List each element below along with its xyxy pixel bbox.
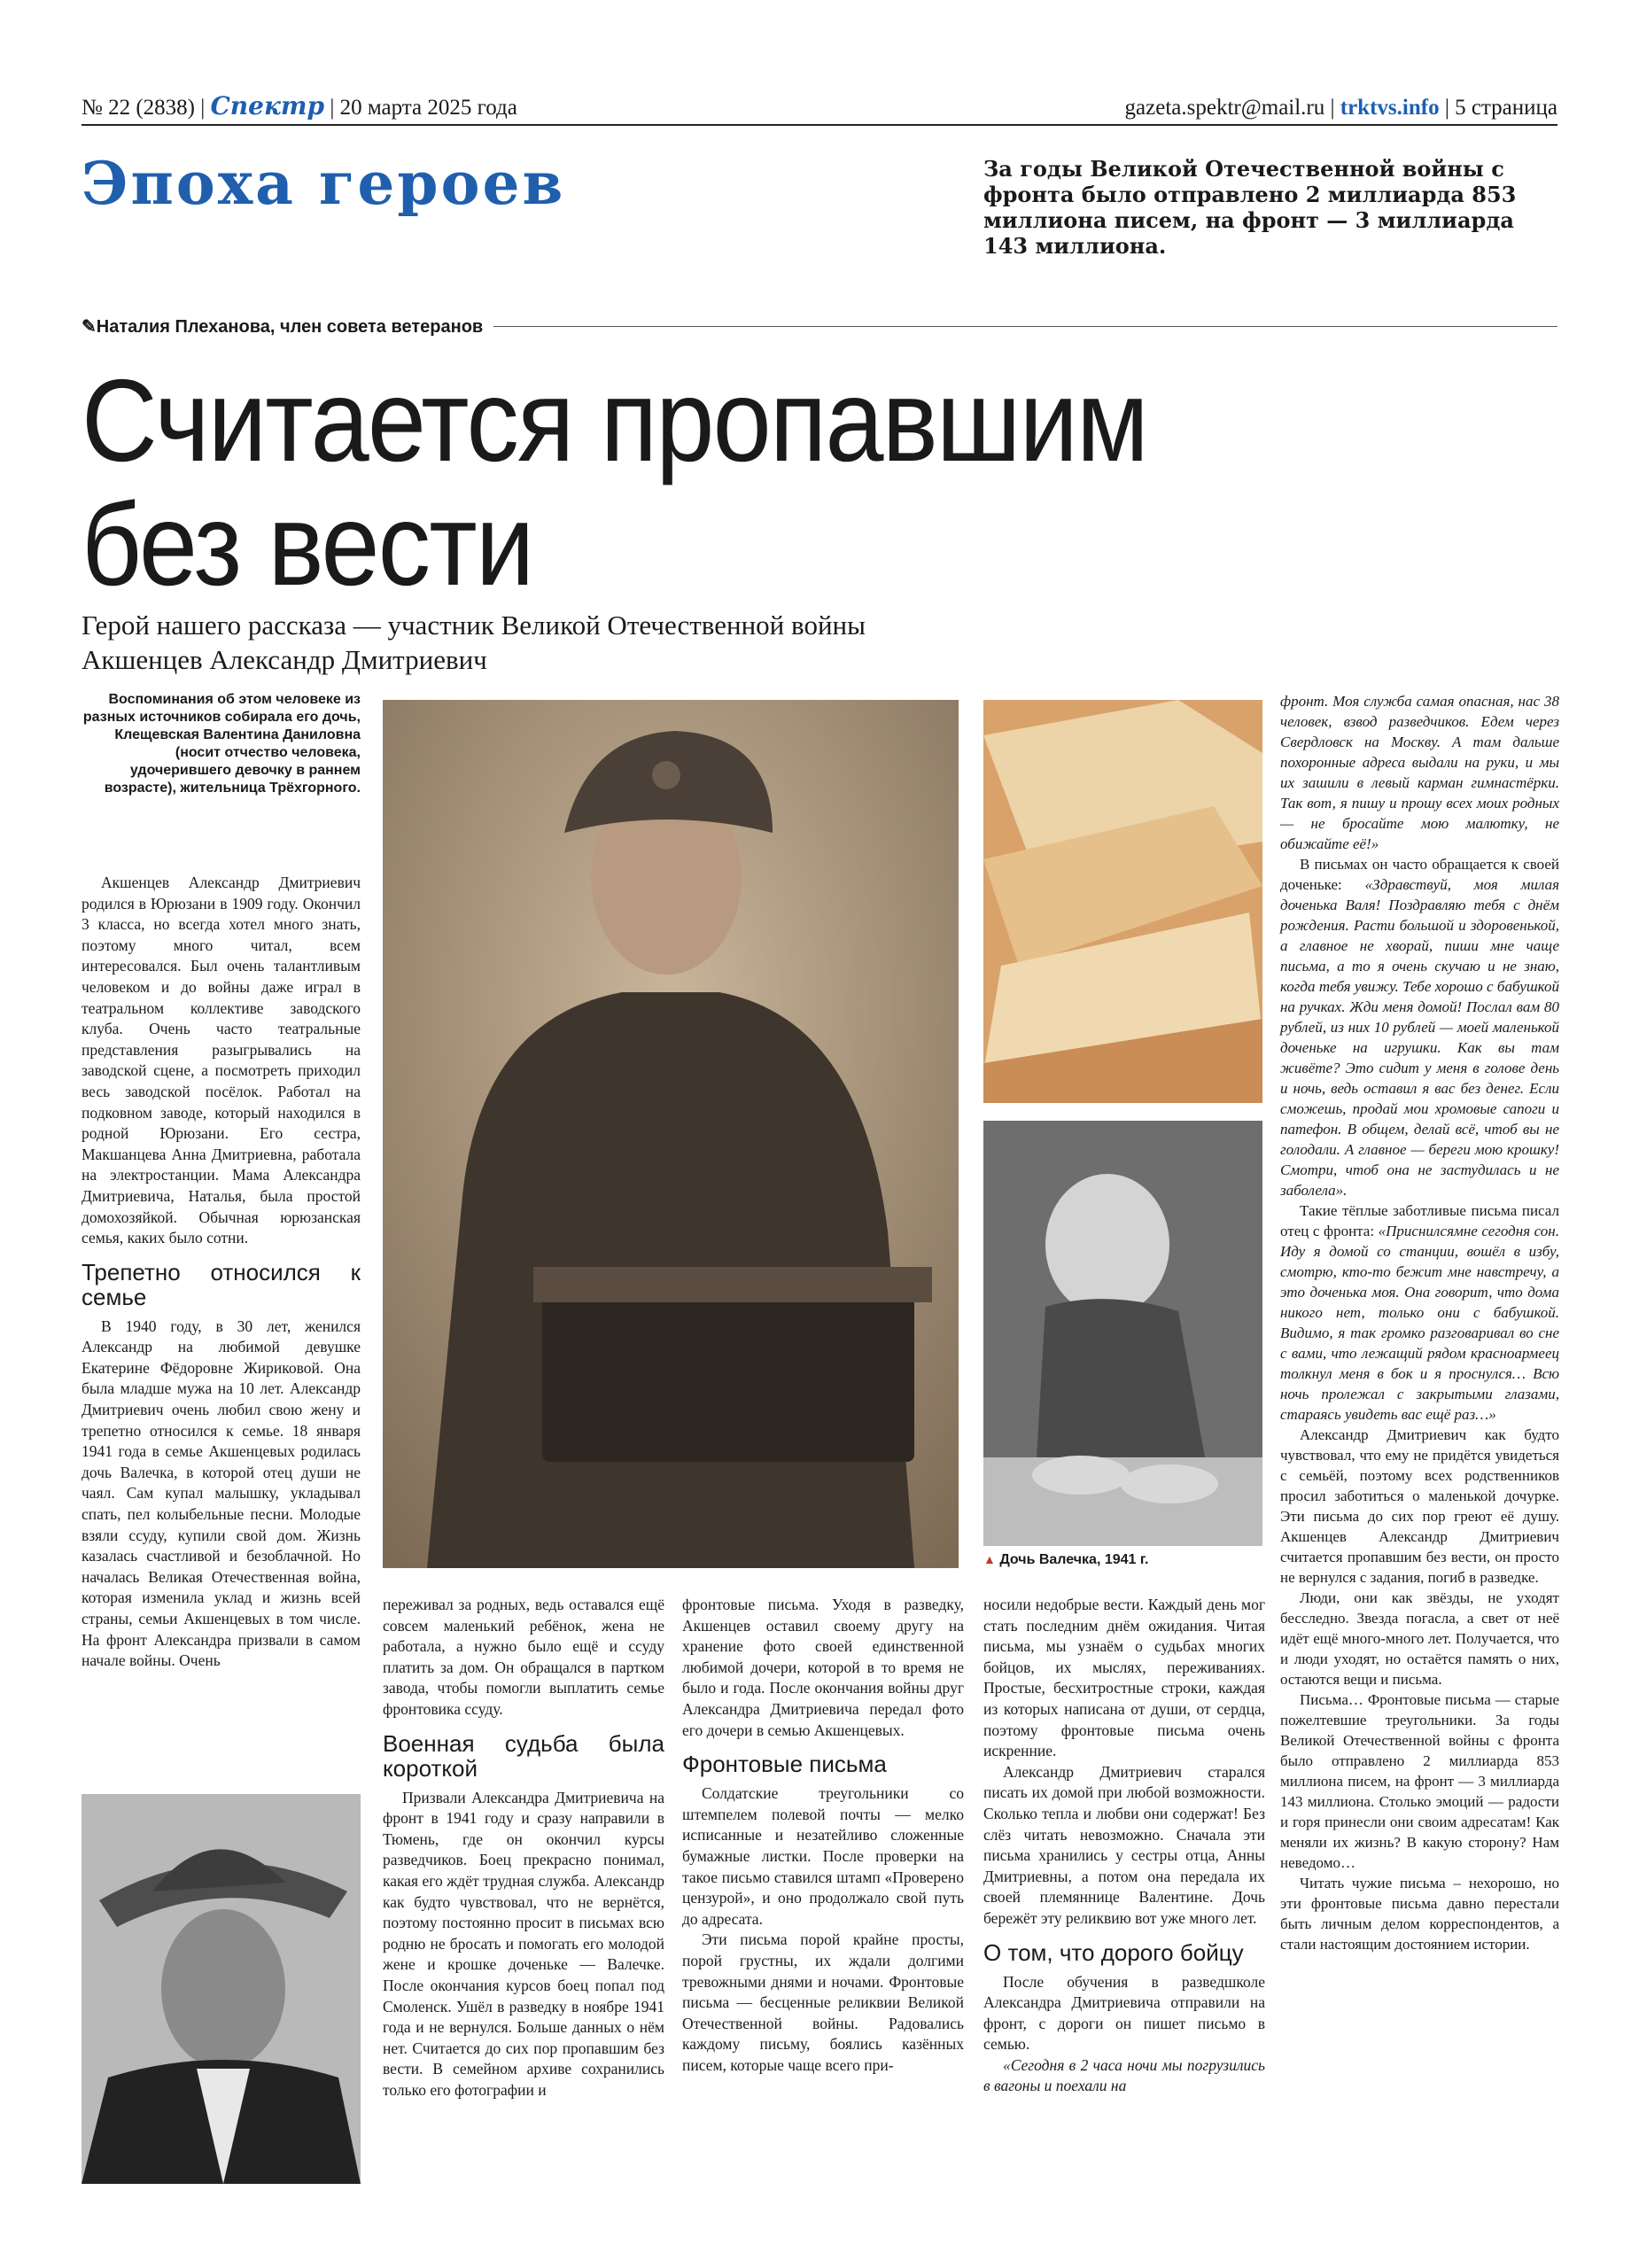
baby-image: [983, 1121, 1262, 1546]
issue-date: | 20 марта 2025 года: [330, 96, 517, 120]
hat-portrait-photo: [82, 1794, 361, 2184]
paragraph: Люди, они как звёзды, не уходят бесследно. Звезда погасла, а свет от неё идёт ещё много-много лет. Получается, что и люди уходят, но остаётся память о них, остаются вещи и письма.: [1280, 1589, 1559, 1688]
soldier-portrait-photo: [383, 700, 959, 1568]
column-1: [82, 873, 361, 1672]
letters-image: [983, 700, 1262, 1103]
paragraph: [1280, 1200, 1559, 1425]
lead-paragraph: Воспоминания об этом человеке из разных источников собирала его дочь, Клещевская Валентина Даниловна (носит отчество человека, удочерившего девочку в раннем возрасте), жительница Трёхгорного.: [82, 692, 361, 796]
subheading: Военная судьба была короткой: [383, 1729, 664, 1782]
column-3: [682, 1595, 964, 2076]
paragraph: Призвали Александра Дмитриевича на фронт в 1941 году и сразу направили в Тюмень, где он окончил курсы разведчиков. Боец прекрасно понимал, какая его ждёт трудная служба. Александр как будто чувствовал, что не вернётся, поэтому постоянно просит в письмах всю родню не бросать и помогать его молодой жене и крошке доченьке — Валечке. После окончания курсов боец попал под Смоленск. Ушёл в разведку в ноябре 1941 года и не вернулся. Больше данных о нём нет. Считается до сих пор пропавшим без вести. В семейном архиве сохранились только его фотографии и: [383, 1788, 664, 2099]
paragraph: переживал за родных, ведь оставался ещё совсем маленький ребёнок, жена не работала, а нужно было ещё и ссуду платить за дом. Он обращался в партком завода, чтобы помогли выплатить семье фронтовика ссуду.: [383, 1596, 664, 1718]
newspaper-logo: Спектр: [210, 91, 325, 120]
paragraph: Акшенцев Александр Дмитриевич родился в Юрюзани в 1909 году. Окончил 3 класса, но всегда хотел много знать, поэтому много читал, всем интересовался. Был очень талантливым человеком и до войны даже играл в театральном коллективе заводского клуба. Очень часто театральные представления разыгрывались на заводской сцене, а посмотреть приходил весь заводской посёлок. Работал на подковном заводе, который находился в родной Юрюзани. Его сестра, Макшанцева Анна Дмитриевна, работала на электростанции. Мама Александра Дмитриевича, Наталья, была простой домохозяйкой. Обычная юрюзанская семья, каких было сотни.: [82, 874, 361, 1247]
article-title: [82, 355, 1278, 610]
baby-photo: [983, 1121, 1262, 1546]
email[interactable]: gazeta.spektr@mail.ru |: [1124, 96, 1335, 120]
subheading: Трепетно относился к семье: [82, 1258, 361, 1310]
caption-triangle-icon: ▲: [983, 1552, 996, 1566]
paragraph: В 1940 году, в 30 лет, женился Александр на любимой девушке Екатерине Фёдоровне Жириковой. Она была младше мужа на 10 лет. Александр Дмитриевич очень любил свою жену и трепетно относился к семье. 18 января 1941 года в семье Акшенцевых родилась дочь Валечка, в которой отец души не чаял. Сам купал малышку, укладывал спать, пел колыбельные песни. Молодые взяли ссуду, купили свой дом. Жизнь казалась счастливой и безоблачной. Но началась Великая Отечественная война, которая изменила уклад и жизнь всей страны, семьи Акшенцевых в том числе. На фронт Александра призвали в самом начале войны. Очень: [82, 1317, 361, 1670]
paragraph: [1280, 854, 1559, 1200]
subtitle-line-1: Герой нашего рассказа — участник Великой Отечественной войны: [82, 610, 866, 641]
header-right: [1125, 96, 1557, 120]
title-line-2: без вести: [82, 479, 533, 610]
text-run: «Приснилсямне сегодня сон. Иду я домой со станции, вошёл в избу, смотрю, кто-то бежит мне навстречу, а это доченька моя. Она говорит, что дома никого нет, только они с бабушкой. Видимо, я так громко разговаривал во сне с вами, что лежащий рядом красноармеец толкнул меня в бок и я проснулся… Всю ночь пролежал с закрытыми глазами, стараясь увидеть вас ещё раз…»: [1280, 1223, 1559, 1423]
paragraph: Эти письма порой крайне просты, порой грустны, их ждали долгими тревожными днями и ночами. Фронтовые письма — бесценные реликвии Великой Отечественной войны. Радовались каждому письму, боялись казённых писем, которые чаще всего при-: [682, 1930, 964, 2074]
subheading: О том, что дорого бойцу: [983, 1938, 1244, 1966]
paragraph: После обучения в разведшколе Александра Дмитриевича отправили на фронт, с дороги он пишет письмо в семью.: [983, 1972, 1265, 2054]
hat-portrait-image: [82, 1794, 361, 2184]
paragraph: Читать чужие письма – нехорошо, но эти фронтовые письма давно перестали быть личным делом корреспондентов, а стали настоящим достоянием истории.: [1280, 1875, 1559, 1953]
paragraph: Александр Дмитриевич старался писать их домой при любой возможности. Сколько тепла и любви они содержат! Без слёз читать невозможно. Сначала эти письма хранились у сестры отца, Анны Дмитриевны, а потом она передала их своей племяннице Валентине. Дочь бережёт эту реликвию вот уже много лет.: [983, 1762, 1265, 1927]
column-4: [983, 1595, 1265, 2097]
text-run: Такие тёплые заботливые письма писал отец с фронта:: [1280, 1202, 1559, 1239]
header-left: [82, 91, 517, 120]
title-line-1: Считается пропавшим: [82, 355, 1147, 485]
column-2: [383, 1595, 664, 2101]
text-run: «Здравствуй, моя милая доченька Валя! Поздравляю тебя с днём рождения. Расти большой и здоровенькой, а главное не хворай, пиши мне чаще письма, а то я очень скучаю и не знаю, когда тебя увижу. Тебе хорошо с бабушкой на ручках. Жди меня домой! Послал вам 80 рублей, из них 10 рублей — моей маленькой доченьке на игрушки. Как вы там живёте? Это сидит у меня в голове день и ночь, ведь оставил я вас без денег. Если сможешь, продай мои хромовые сапоги и патефон. В общем, делай всё, чтоб вы не голодали. А главное — береги мою крошку! Смотри, чтоб она не застудилась и не заболела».: [1280, 876, 1559, 1199]
text-run: В письмах он часто обращается к своей доченьке:: [1280, 856, 1559, 893]
page-number: | 5 страница: [1444, 96, 1557, 120]
column-5: [1280, 691, 1559, 1954]
issue-number: № 22 (2838) |: [82, 96, 206, 120]
author-name: ✎Наталия Плеханова, член совета ветеранов: [82, 316, 484, 337]
article-subtitle: [82, 608, 1056, 677]
paragraph: Письма… Фронтовые письма — старые пожелтевшие треугольники. За годы Великой Отечественной войны с фронта было отправлено 2 миллиарда 853 миллиона писем, на фронт — 3 миллиарда 143 миллиона. Столько эмоций — радости и горя принесли они своим адресатам! Как меняли их жизнь? В какую сторону? Нам неведомо…: [1280, 1691, 1559, 1871]
paragraph: фронт. Моя служба самая опасная, нас 38 человек, взвод разведчиков. Едем через Свердловск на Москву. А там дальше похоронные адреса выдали на руки, и мы их зашили в левый карман гимнастёрки. Так вот, я пишу и прошу всех моих родных — не бросайте мою малютку, не обижайте её!»: [1280, 693, 1559, 852]
subheading: Фронтовые письма: [682, 1751, 887, 1778]
section-rubric: Эпоха героев: [82, 149, 566, 218]
paragraph: Александр Дмитриевич как будто чувствовал, что ему не придётся увидеться с семьёй, поэтому всех родственников просил заботиться о маленькой дочурке. Эти письма до сих пор греют её душу. Акшенцев Александр Дмитриевич считается пропавшим без вести, он просто не вернулся с задания, погиб в разведке.: [1280, 1426, 1559, 1586]
baby-photo-caption: [983, 1552, 1262, 1568]
website-link[interactable]: trktvs.info: [1340, 96, 1440, 120]
paragraph: «Сегодня в 2 часа ночи мы погрузились в вагоны и поехали на: [983, 2055, 1265, 2095]
author-rule: [493, 326, 1557, 327]
letters-photo: [983, 700, 1262, 1103]
paragraph: фронтовые письма. Уходя в разведку, Акшенцев оставил своему другу на хранение фото своей единственной любимой дочери, которой в то время не было и года. После окончания войны друг Александра Дмитриевича передал фото его дочери в семью Акшенцевых.: [682, 1596, 964, 1739]
page-header: [82, 89, 1557, 126]
paragraph: носили недобрые вести. Каждый день мог стать последним днём ожидания. Читая письма, мы узнаём о судьбах многих бойцов, их мыслях, переживаниях. Простые, бесхитростные строки, каждая из которых написана от души, от сердца, поэтому фронтовые письма очень искренние.: [983, 1596, 1265, 1760]
subtitle-line-2: Акшенцев Александр Дмитриевич: [82, 644, 487, 675]
author-line: [82, 310, 1557, 342]
caption-text: Дочь Валечка, 1941 г.: [999, 1552, 1149, 1567]
fact-box: За годы Великой Отечественной войны с фронта было отправлено 2 миллиарда 853 миллиона писем, на фронт — 3 миллиарда 143 миллиона.: [983, 156, 1517, 259]
portrait-image: [383, 700, 959, 1568]
paragraph: Солдатские треугольники со штемпелем полевой почты — мелко исписанные и незатейливо сложенные бумажные листки. После проверки на такое письмо ставился штамп «Проверено цензурой», и оно продолжало свой путь до адресата.: [682, 1784, 964, 1928]
